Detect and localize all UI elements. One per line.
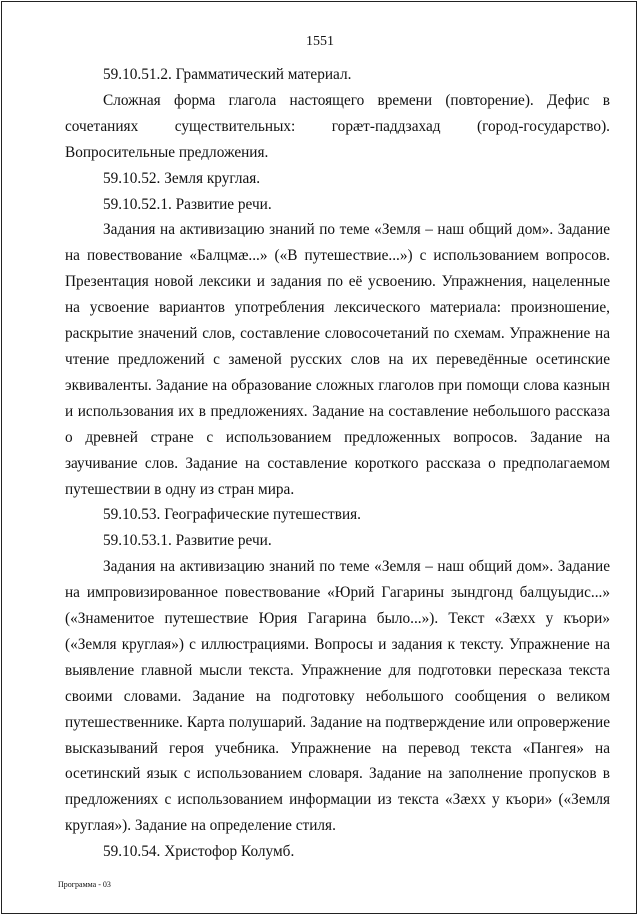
subsection-heading-speech-2: 59.10.53.1. Развитие речи. (103, 532, 272, 550)
subsection-heading-speech-1: 59.10.52.1. Развитие речи. (103, 195, 272, 213)
speech-paragraph-1: Задания на активизацию знаний по теме «Земля – наш общий дом». Задание на повествование «Балцмæ...» («В путешествие...») с использованием вопросов. Презентация новой лексики и задания по её усвоению. Упражнения, нацеленные на усвоение вариантов употребления лексического материала: произношение, раскрытие значений слов, составление словосочетаний по схемам. Упражнение на чтение предложений с заменой русских слов на их переведённые осетинские эквиваленты. Задание на образование сложных глаголов при помощи слова казнын и использования их в предложениях. Задание на составление небольшого рассказа о древней стране с использованием предложенных вопросов. Задание на заучивание слов. Задание на составление короткого рассказа о предполагаемом путешествии в одну из стран мира. (65, 221, 610, 498)
section-heading-grammar: 59.10.51.2. Грамматический материал. (103, 66, 352, 83)
page-number: 1551 (306, 34, 334, 49)
section-heading-earth-round: 59.10.52. Земля круглая. (103, 169, 261, 187)
grammar-paragraph: Сложная форма глагола настоящего времени (повторение). Дефис в сочетаниях существительных: горæт-паддзахад (город-государство). Вопросительные предложения. (65, 91, 610, 161)
document-body (65, 62, 610, 865)
section-heading-geo-travel: 59.10.53. Географические путешествия. (103, 506, 362, 524)
speech-paragraph-2: Задания на активизацию знаний по теме «Земля – наш общий дом». Задание на импровизированное повествование «Юрий Гагарины зындгонд балцуыдис...» («Знаменитое путешествие Юрия Гагарина было...»). Текст «Зæхх у къори» («Земля круглая») с иллюстрациями. Вопросы и задания к тексту. Упражнение на выявление главной мысли текста. Упражнение для подготовки пересказа текста своими словами. Задание на подготовку небольшого сообщения о великом путешественнике. Карта полушарий. Задание на подтверждение или опровержение высказываний героя учебника. Упражнение на перевод текста «Пангея» на осетинский язык с использованием словаря. Задание на заполнение пропусков в предложениях с использованием информации из текста «Зæхх у къори» («Земля круглая»). Задание на определение стиля. (65, 558, 610, 835)
section-heading-columbus: 59.10.54. Христофор Колумб. (103, 843, 295, 861)
footer-label: Программа - 03 (58, 880, 111, 889)
